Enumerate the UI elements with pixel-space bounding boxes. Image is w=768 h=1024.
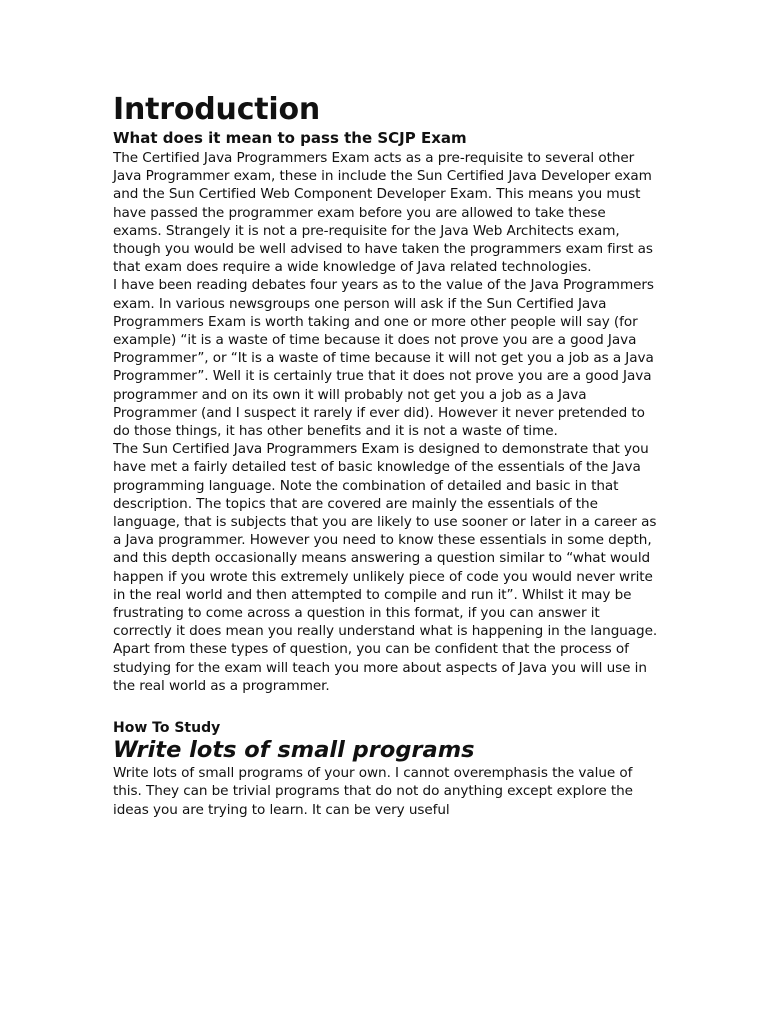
- paragraph-3: The Sun Certified Java Programmers Exam is designed to demonstrate that you have met a fairly detailed test of basic knowledge of the essentials of the Java programming language. Note the combination of detailed and basic in that description. The topics that are covered are mainly the essentials of the language, that is subjects that you are likely to use sooner or later in a career as a Java programmer. However you need to know these essentials in some depth, and this depth occasionally means answering a question similar to “what would happen if you wrote this extremely unlikely piece of code you would never write in the real world and then attempted to compile and run it”. Whilst it may be frustrating to come across a question in this format, if you can answer it correctly it does mean you really understand what is happening in the language. Apart from these types of question, you can be confident that the process of studying for the exam will teach you more about aspects of Java you will use in the real world as a programmer.: [113, 441, 658, 694]
- page-title: Introduction: [113, 92, 321, 127]
- subheading-write-programs: Write lots of small programs: [113, 737, 475, 764]
- paragraph-4: Write lots of small programs of your own. I cannot overemphasis the value of this. They can be trivial programs that do not do anything except explore the ideas you are trying to learn. It can be very useful: [113, 765, 633, 818]
- paragraph-2: I have been reading debates four years as to the value of the Java Programmers exam. In various newsgroups one person will ask if the Sun Certified Java Programmers Exam is worth taking and one or more other people will say (for example) “it is a waste of time because it does not prove you are a good Java Programmer”, or “It is a waste of time because it will not get you a job as a Java Programmer”. Well it is certainly true that it does not prove you are a good Java programmer and on its own it will probably not get you a job as a Java Programmer (and I suspect it rarely if ever did). However it never pretended to do those things, it has other benefits and it is not a waste of time.: [113, 277, 654, 440]
- section-heading-how-to-study: How To Study: [113, 720, 221, 737]
- paragraph-1: The Certified Java Programmers Exam acts as a pre-requisite to several other Java Programmer exam, these in include the Sun Certified Java Developer exam and the Sun Certified Web Component Developer Exam. This means you must have passed the programmer exam before you are allowed to take these exams. Strangely it is not a pre-requisite for the Java Web Architects exam, though you would be well advised to have taken the programmers exam first as that exam does require a wide knowledge of Java related technologies.: [113, 150, 653, 276]
- document-content: [113, 94, 658, 819]
- section-heading-scjp: What does it mean to pass the SCJP Exam: [113, 129, 467, 147]
